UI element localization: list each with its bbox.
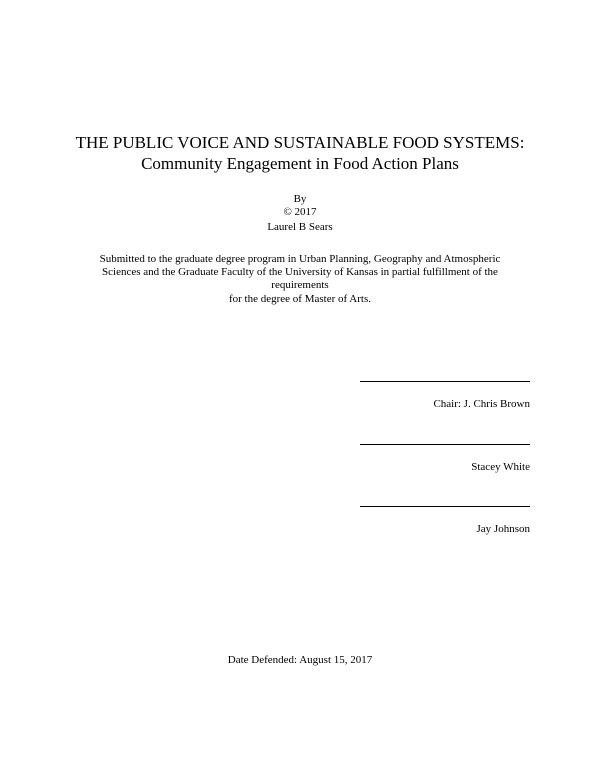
author-name: Laurel B Sears bbox=[267, 221, 333, 233]
committee-member-name: Jay Johnson bbox=[476, 523, 530, 535]
submission-line-1: Submitted to the graduate degree program in Urban Planning, Geography and Atmospheric bbox=[99, 253, 501, 265]
date-defended: Date Defended: August 15, 2017 bbox=[227, 654, 373, 666]
submission-line-4: for the degree of Master of Arts. bbox=[228, 293, 372, 305]
signature-line bbox=[360, 444, 530, 445]
copyright-year: © 2017 bbox=[283, 206, 317, 218]
submission-line-3: requirements bbox=[271, 279, 329, 291]
title-line-2: Community Engagement in Food Action Plans bbox=[141, 154, 459, 173]
title-line-1: THE PUBLIC VOICE AND SUSTAINABLE FOOD SYSTEMS: bbox=[75, 133, 525, 152]
by-label: By bbox=[293, 193, 307, 205]
signature-line bbox=[360, 506, 530, 507]
committee-member-name: Chair: J. Chris Brown bbox=[433, 398, 530, 410]
signature-line bbox=[360, 381, 530, 382]
submission-line-2: Sciences and the Graduate Faculty of the University of Kansas in partial fulfillment of the bbox=[102, 266, 498, 278]
committee-member-name: Stacey White bbox=[471, 461, 530, 473]
